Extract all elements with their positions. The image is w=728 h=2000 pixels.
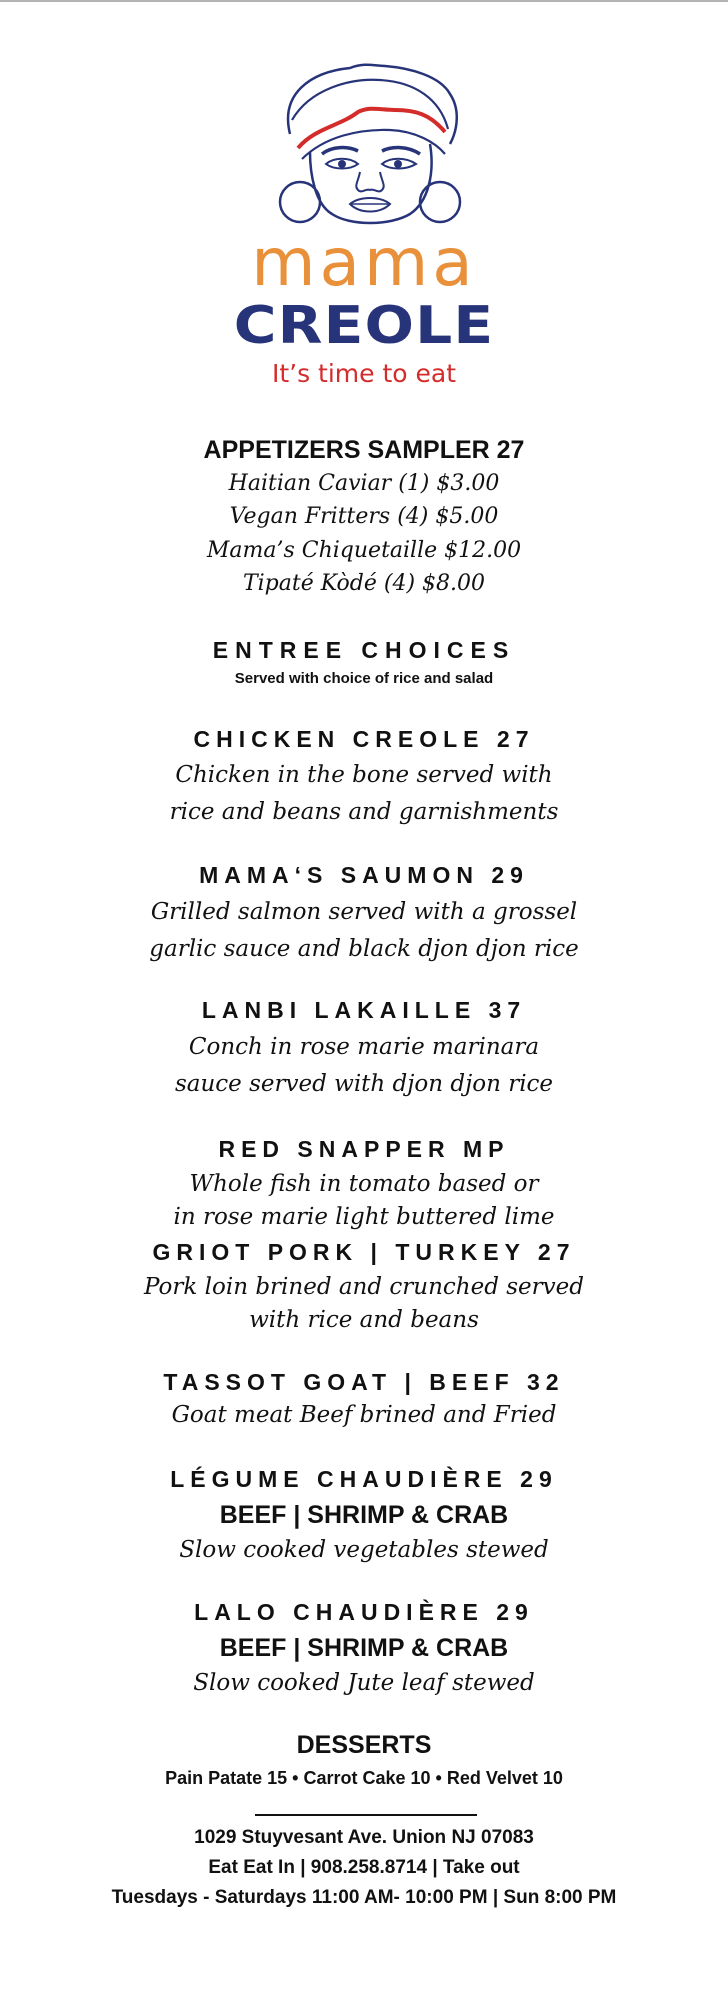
appetizer-item: Tipaté Kòdé (4) $8.00 <box>242 571 486 596</box>
brand-tagline: It’s time to eat <box>271 359 457 388</box>
woman-headwrap-icon <box>270 54 470 229</box>
entree-sub: BEEF | SHRIMP & CRAB <box>219 1634 509 1662</box>
divider <box>255 1814 477 1816</box>
brand-name-mama: mama <box>251 224 477 301</box>
entree-name: LÉGUME CHAUDIÈRE 29 <box>170 1466 558 1492</box>
entree-desc: Whole fish in tomato based or <box>189 1171 539 1197</box>
entree-name: LANBI LAKAILLE 37 <box>201 997 527 1023</box>
entree-desc: sauce served with djon djon rice <box>174 1071 554 1097</box>
entree-sub: BEEF | SHRIMP & CRAB <box>219 1501 509 1529</box>
entree-desc: Slow cooked vegetables stewed <box>179 1537 549 1563</box>
entree-desc: rice and beans and garnishments <box>169 799 559 825</box>
desserts-list: Pain Patate 15 • Carrot Cake 10 • Red Velvet 10 <box>165 1768 563 1788</box>
entrees-subtitle: Served with choice of rice and salad <box>234 670 494 687</box>
appetizer-item: Mama’s Chiquetaille $12.00 <box>206 538 522 563</box>
entree-name: TASSOT GOAT | BEEF 32 <box>163 1369 565 1395</box>
appetizer-item: Haitian Caviar (1) $3.00 <box>228 471 500 496</box>
entree-desc: with rice and beans <box>249 1307 479 1333</box>
entree-desc: Goat meat Beef brined and Fried <box>171 1402 557 1428</box>
brand-name-creole: CREOLE <box>233 296 495 356</box>
entree-desc: Slow cooked Jute leaf stewed <box>193 1670 535 1696</box>
contact-line: Eat Eat In | 908.258.8714 | Take out <box>208 1857 520 1878</box>
appetizers-title: APPETIZERS SAMPLER 27 <box>203 436 525 464</box>
desserts-title: DESSERTS <box>296 1731 432 1759</box>
appetizer-item: Vegan Fritters (4) $5.00 <box>229 504 499 529</box>
entree-desc: garlic sauce and black djon djon rice <box>149 936 579 962</box>
entree-name: CHICKEN CREOLE 27 <box>193 726 535 752</box>
entree-desc: Grilled salmon served with a grossel <box>150 899 578 925</box>
address: 1029 Stuyvesant Ave. Union NJ 07083 <box>194 1827 534 1848</box>
hours-line: Tuesdays - Saturdays 11:00 AM- 10:00 PM | Sun 8:00 PM <box>111 1887 617 1908</box>
entree-name: LALO CHAUDIÈRE 29 <box>194 1599 534 1625</box>
entree-name: GRIOT PORK | TURKEY 27 <box>152 1239 576 1265</box>
entree-desc: Pork loin brined and crunched served <box>144 1274 584 1300</box>
entree-desc: Conch in rose marie marinara <box>188 1034 540 1060</box>
entree-name: MAMA‘S SAUMON 29 <box>199 862 529 888</box>
entree-name: RED SNAPPER MP <box>218 1136 510 1162</box>
entree-desc: Chicken in the bone served with <box>175 762 553 788</box>
entree-desc: in rose marie light buttered lime <box>173 1204 555 1230</box>
entrees-title: ENTREE CHOICES <box>212 637 516 663</box>
